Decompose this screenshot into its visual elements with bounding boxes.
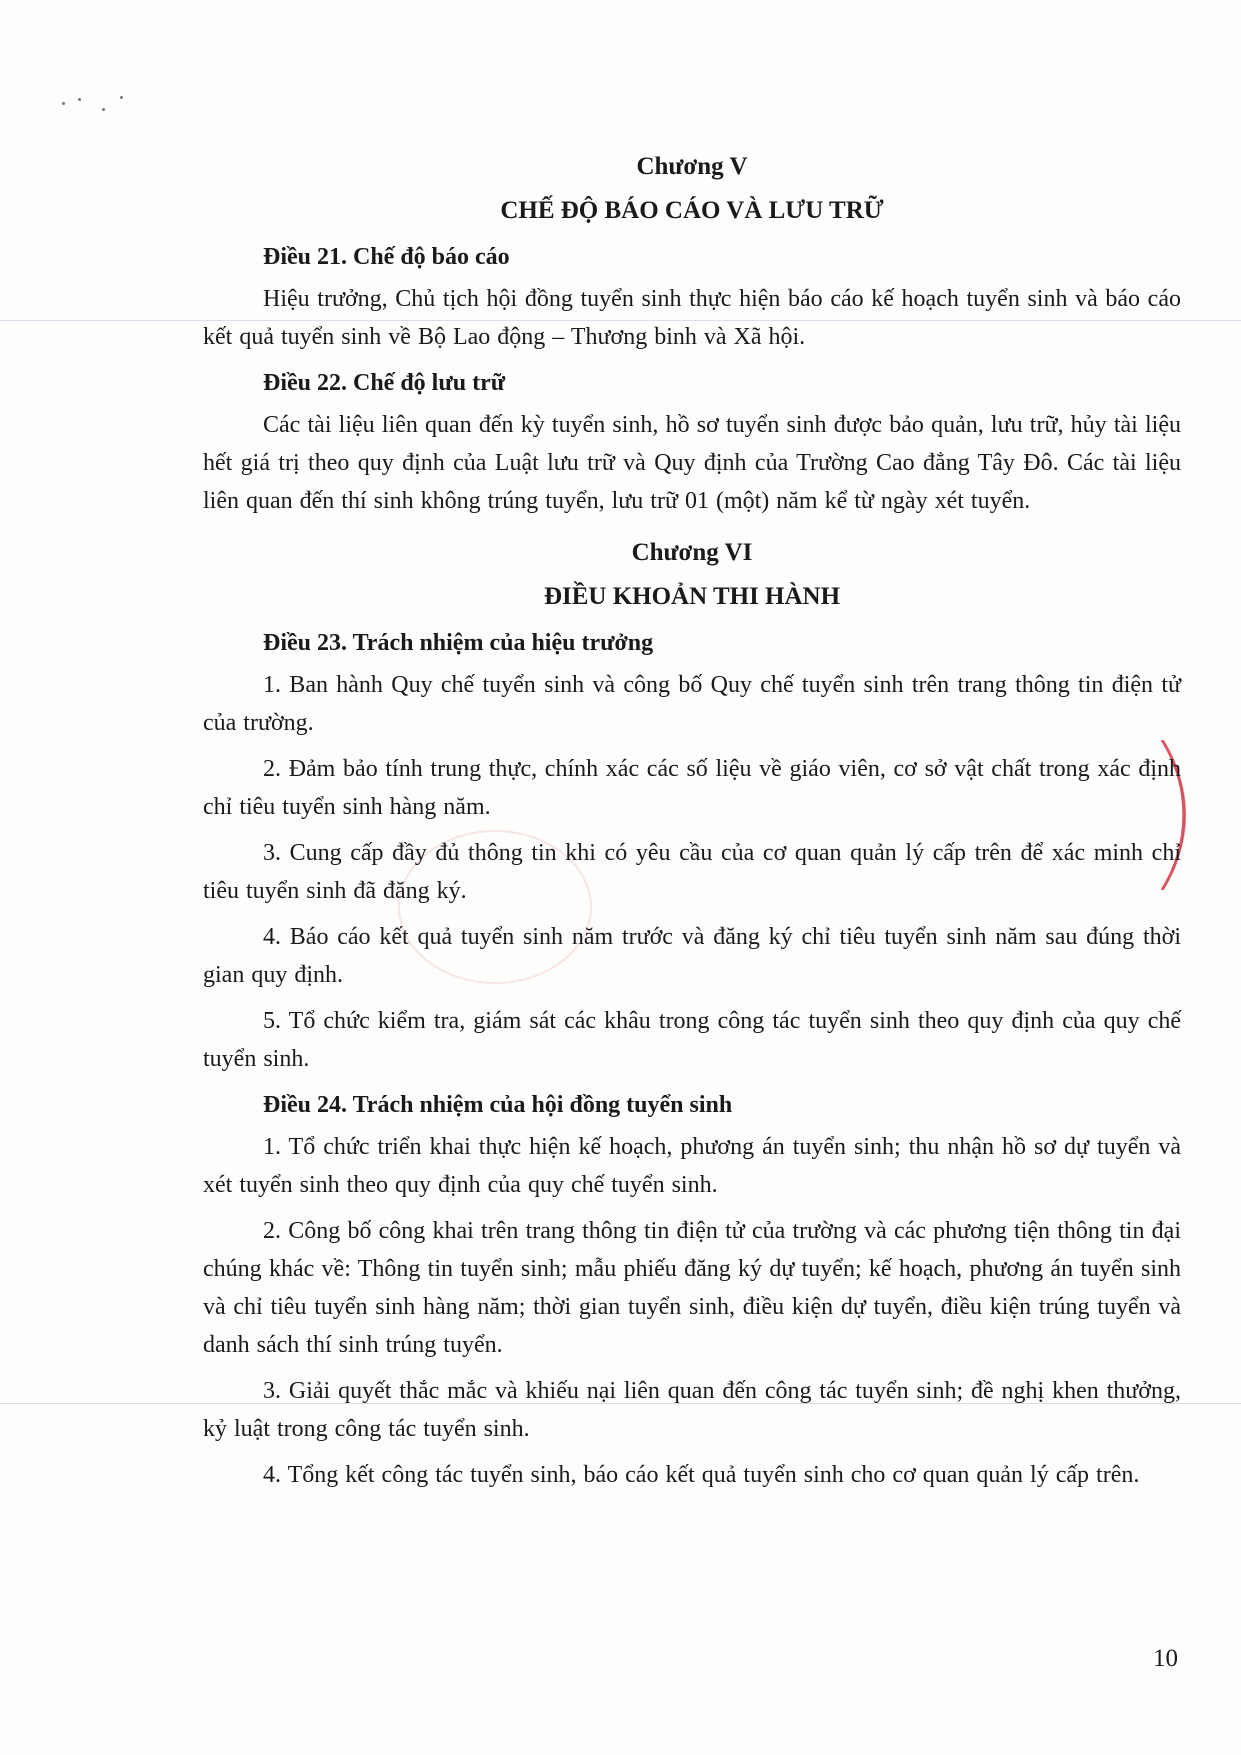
article-23-heading: Điều 23. Trách nhiệm của hiệu trưởng — [263, 630, 654, 656]
chapter-vi-title: ĐIỀU KHOẢN THI HÀNH — [543, 583, 841, 610]
article-23-item-1: 1. Ban hành Quy chế tuyển sinh và công bố Quy chế tuyển sinh trên trang thông tin điện tử của trường. — [203, 672, 1181, 736]
page-number: 10 — [1153, 1645, 1178, 1672]
article-21-heading: Điều 21. Chế độ báo cáo — [263, 244, 510, 270]
article-22-paragraph: Các tài liệu liên quan đến kỳ tuyển sinh, hồ sơ tuyển sinh được bảo quản, lưu trữ, hủy tài liệu hết giá trị theo quy định của Luật lưu trữ và Quy định của Trường Cao đẳng Tây Đô. Các tài liệu liên quan đến thí sinh không trúng tuyển, lưu trữ 01 (một) năm kể từ ngày xét tuyển. — [203, 412, 1181, 514]
article-24-item-3: 3. Giải quyết thắc mắc và khiếu nại liên quan đến công tác tuyển sinh; đề nghị khen thưởng, kỷ luật trong công tác tuyển sinh. — [203, 1378, 1181, 1442]
article-23-item-4: 4. Báo cáo kết quả tuyển sinh năm trước và đăng ký chỉ tiêu tuyển sinh năm sau đúng thời gian quy định. — [203, 924, 1181, 988]
chapter-v-label: Chương V — [636, 153, 748, 180]
article-21-paragraph: Hiệu trưởng, Chủ tịch hội đồng tuyển sinh thực hiện báo cáo kế hoạch tuyển sinh và báo cáo kết quả tuyển sinh về Bộ Lao động – Thương binh và Xã hội. — [203, 286, 1181, 350]
chapter-v-title: CHẾ ĐỘ BÁO CÁO VÀ LƯU TRỮ — [500, 197, 884, 224]
article-24-item-1: 1. Tổ chức triển khai thực hiện kế hoạch, phương án tuyển sinh; thu nhận hồ sơ dự tuyển và xét tuyển sinh theo quy định của quy chế tuyển sinh. — [203, 1134, 1181, 1198]
article-23-item-2: 2. Đảm bảo tính trung thực, chính xác các số liệu về giáo viên, cơ sở vật chất trong xác định chỉ tiêu tuyển sinh hàng năm. — [203, 756, 1181, 820]
chapter-vi-label: Chương VI — [631, 539, 753, 566]
article-23-item-5: 5. Tổ chức kiểm tra, giám sát các khâu trong công tác tuyển sinh theo quy định của quy chế tuyển sinh. — [203, 1008, 1181, 1072]
article-24-item-4: 4. Tổng kết công tác tuyển sinh, báo cáo kết quả tuyển sinh cho cơ quan quản lý cấp trên. — [263, 1462, 1140, 1488]
scan-specks — [62, 96, 132, 118]
article-22-heading: Điều 22. Chế độ lưu trữ — [263, 370, 506, 396]
document-body — [203, 148, 1181, 1502]
article-24-item-2: 2. Công bố công khai trên trang thông tin điện tử của trường và các phương tiện thông tin đại chúng khác về: Thông tin tuyển sinh; mẫu phiếu đăng ký dự tuyển; kế hoạch, phương án tuyển sinh và chỉ tiêu tuyển sinh hàng năm; thời gian tuyển sinh, điều kiện dự tuyển, điều kiện trúng tuyển và danh sách thí sinh trúng tuyển. — [203, 1218, 1181, 1358]
article-23-item-3: 3. Cung cấp đầy đủ thông tin khi có yêu cầu của cơ quan quản lý cấp trên để xác minh chỉ tiêu tuyển sinh đã đăng ký. — [203, 840, 1181, 904]
article-24-heading: Điều 24. Trách nhiệm của hội đồng tuyển sinh — [263, 1092, 733, 1118]
